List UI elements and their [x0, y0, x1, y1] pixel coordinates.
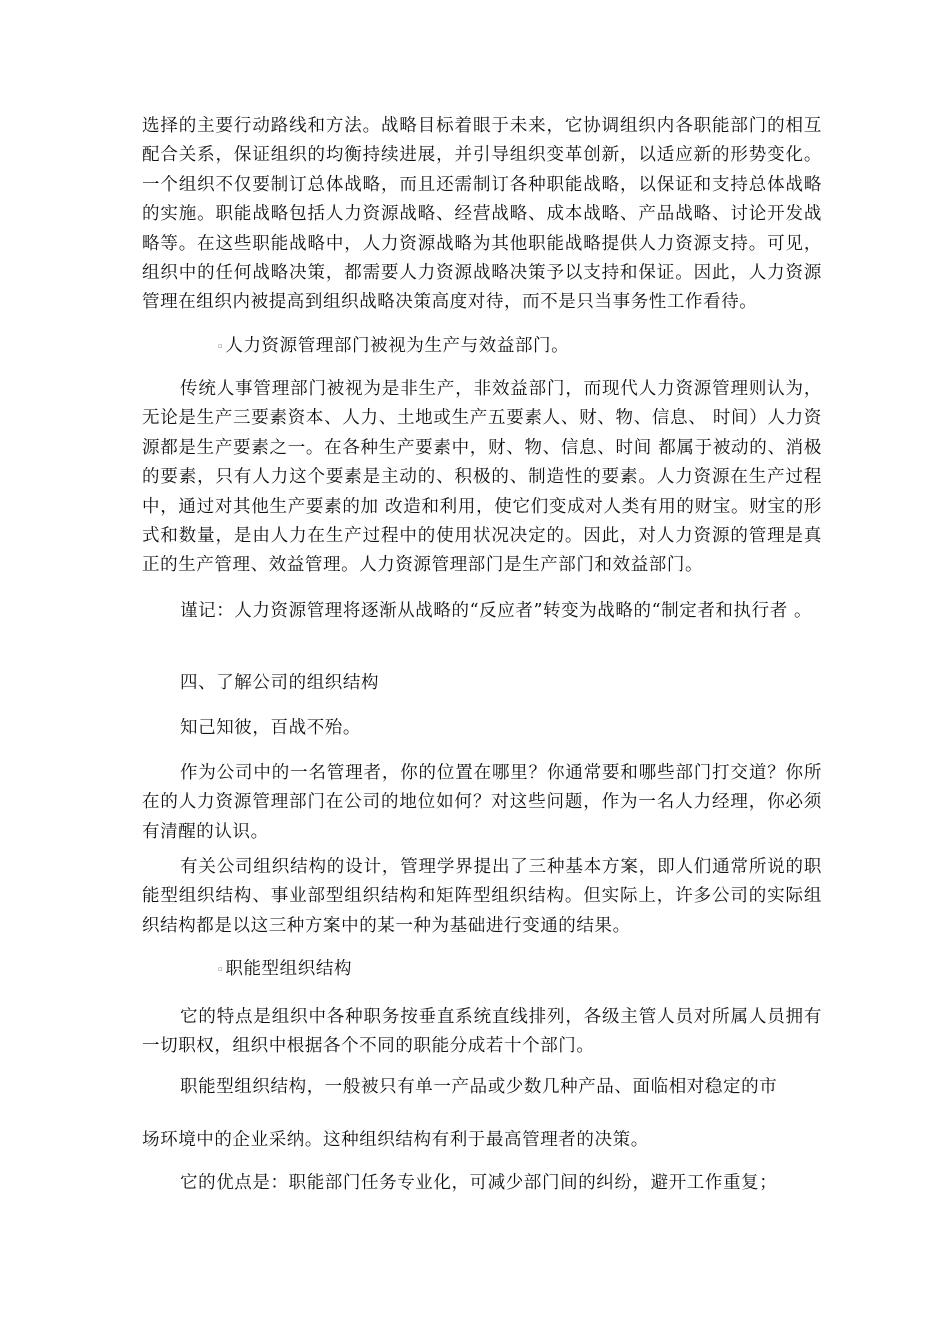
- paragraph-remember: 谨记：人力资源管理将逐渐从战略的“反应者”转变为战略的“制定者和执行者 。: [180, 601, 813, 621]
- paragraph-marker-icon: ▫: [218, 342, 224, 350]
- paragraph-proverb: 知己知彼，百战不殆。: [180, 718, 361, 738]
- heading-text: 人力资源管理部门被视为生产与效益部门。: [225, 336, 570, 357]
- paragraph-marker-icon: ▫: [218, 965, 224, 973]
- heading-text: 职能型组织结构: [225, 959, 353, 980]
- paragraph-functional-usage-line2: 场环境中的企业采纳。这种组织结构有利于最高管理者的决策。: [142, 1130, 649, 1150]
- heading-hr-production-department: [142, 332, 822, 362]
- paragraph-functional-features: 它的特点是组织中各种职务按垂直系统直线排列，各级主管人员对所属人员拥有一切职权，组织中根据各个不同的职能分成若十个部门。: [142, 1007, 822, 1057]
- paragraph-functional-advantages: 它的优点是：职能部门任务专业化，可减少部门间的纠纷，避开工作重复；: [180, 1173, 778, 1193]
- heading-functional-structure: [142, 955, 822, 985]
- paragraph-manager-position: 作为公司中的一名管理者，你的位置在哪里？你通常要和哪些部门打交道？你所在的人力资源管理部门在公司的地位如何？对这些问题，作为一名人力经理，你必须有清醒的认识。: [142, 763, 822, 842]
- paragraph-functional-usage-line1: 职能型组织结构，一般被只有单一产品或少数几种产品、面临相对稳定的市: [180, 1077, 778, 1097]
- paragraph-strategy-continued: 选择的主要行动路线和方法。战略目标着眼于未来，它协调组织内各职能部门的相互配合关系，保证组织的均衡持续进展，并引导组织变革创新，以适应新的形势变化。一个组织不仅要制订总体战略，而且还需制订各种职能战略，以保证和支持总体战略的实施。职能战略包括人力资源战略、经营战略、成本战略、产品战略、讨论开发战略等。在这些职能战略中，人力资源战略为其他职能战略提供人力资源支持。可见，组织中的任何战略决策，都需要人力资源战略决策予以支持和保证。因此，人力资源管理在组织内被提高到组织战略决策高度对待，而不是只当事务性工作看待。: [142, 116, 822, 313]
- paragraph-traditional-hr: 传统人事管理部门被视为是非生产，非效益部门，而现代人力资源管理则认为，无论是生产三要素资本、人力、土地或生产五要素人、财、物、信息、 时间）人力资源都是生产要素之一。在各种生产要素中，财、物、信息、时间 都属于被动的、消极的要素，只有人力这个要素是主动的、积极的、制造性的要素。人力资源在生产过程中，通过对其他生产要素的加 改造和利用，使它们变成对人类有用的财宝。财宝的形式和数量，是由人力在生产过程中的使用状况决定的。因此，对人力资源的管理是真正的生产管理、效益管理。人力资源管理部门是生产部门和效益部门。: [142, 379, 822, 576]
- paragraph-structure-design: 有关公司组织结构的设计，管理学界提出了三种基本方案，即人们通常所说的职能型组织结构、事业部型组织结构和矩阵型组织结构。但实际上，许多公司的实际组织结构都是以这三种方案中的某一种为基础进行变通的结果。: [142, 857, 822, 936]
- section-heading-org-structure: 四、了解公司的组织结构: [180, 673, 380, 693]
